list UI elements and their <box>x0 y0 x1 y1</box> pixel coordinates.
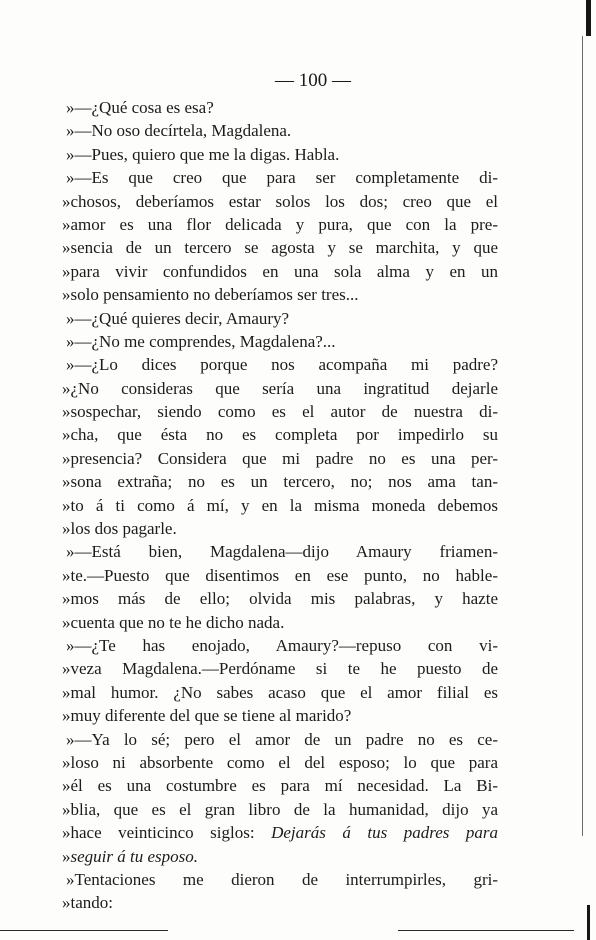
text-line <box>62 845 498 868</box>
scan-edge-mark <box>586 0 591 36</box>
text-line <box>62 751 498 774</box>
italic-text: Dejarás á tus padres para <box>271 823 498 843</box>
text-run: »cuenta que no te he dicho nada. <box>62 612 285 632</box>
text-run: »cha, que ésta no es completa por impedirlo su <box>62 425 498 445</box>
text-line <box>62 704 498 727</box>
text-run: »sospechar, siendo como es el autor de nuestra di- <box>62 402 498 422</box>
text-run: »chosos, deberíamos estar solos los dos; creo que el <box>62 191 498 211</box>
text-run: »te.—Puesto que disentimos en ese punto, no hable- <box>62 565 498 585</box>
text-line <box>62 330 498 353</box>
text-line <box>62 774 498 797</box>
text-run: »—Pues, quiero que me la digas. Habla. <box>66 144 340 164</box>
text-run: »amor es una flor delicada y pura, que con la pre- <box>62 214 498 234</box>
text-line <box>62 119 498 142</box>
text-line <box>62 260 498 283</box>
text-line <box>62 190 498 213</box>
text-run: »—Ya lo sé; pero el amor de un padre no es ce- <box>66 729 498 749</box>
text-run: » <box>62 846 71 866</box>
text-run: »mal humor. ¿No sabes acaso que el amor filial es <box>62 682 498 702</box>
text-line <box>62 634 498 657</box>
text-line <box>62 96 498 119</box>
text-run: »to á ti como á mí, y en la misma moneda debemos <box>62 495 498 515</box>
text-run: »solo pensamiento no deberíamos ser tres... <box>62 285 359 305</box>
text-line <box>62 891 498 914</box>
text-line <box>62 821 498 844</box>
scan-edge-mark <box>587 905 590 940</box>
text-line <box>62 611 498 634</box>
text-run: »mos más de ello; olvida mis palabras, y hazte <box>62 589 498 609</box>
text-run: »muy diferente del que se tiene al marido? <box>62 706 352 726</box>
text-run: »los dos pagarle. <box>62 519 177 539</box>
text-line <box>62 423 498 446</box>
text-run: »sona extraña; no es un tercero, no; nos ama tan- <box>62 472 498 492</box>
text-line <box>62 166 498 189</box>
text-run: »sencia de un tercero se agosta y se marchita, y que <box>62 238 498 258</box>
text-line <box>62 587 498 610</box>
text-run: »—No oso decírtela, Magdalena. <box>66 121 292 141</box>
text-run: »—¿Qué cosa es esa? <box>66 98 214 117</box>
text-run: »tando: <box>62 893 113 913</box>
text-run: »él es una costumbre es para mí necesidad. La Bi- <box>62 776 498 796</box>
page-number: — 100 — <box>275 70 351 91</box>
text-line <box>62 868 498 891</box>
text-run: »para vivir confundidos en una sola alma y en un <box>62 261 498 281</box>
text-line <box>62 728 498 751</box>
scan-rule <box>398 930 574 931</box>
text-line <box>62 447 498 470</box>
text-line <box>62 307 498 330</box>
text-run: »—Está bien, Magdalena—dijo Amaury friamen- <box>66 542 498 562</box>
text-line <box>62 798 498 821</box>
text-line <box>62 143 498 166</box>
body-text <box>62 96 498 915</box>
italic-text: seguir á tu esposo. <box>70 846 198 866</box>
text-run: »veza Magdalena.—Perdóname si te he puesto de <box>62 659 498 679</box>
text-line <box>62 400 498 423</box>
text-run: »¿No consideras que sería una ingratitud dejarle <box>62 378 498 398</box>
text-line <box>62 470 498 493</box>
text-run: »loso ni absorbente como el del esposo; lo que para <box>62 752 498 772</box>
text-run: »—Es que creo que para ser completamente di- <box>66 168 498 188</box>
text-line <box>62 517 498 540</box>
text-line <box>62 283 498 306</box>
text-line <box>62 377 498 400</box>
text-line <box>62 213 498 236</box>
text-line <box>62 540 498 563</box>
text-run: »—¿Te has enojado, Amaury?—repuso con vi- <box>66 635 498 655</box>
scan-edge-line <box>582 36 583 836</box>
text-run: »—¿Lo dices porque nos acompaña mi padre? <box>66 355 498 375</box>
text-line <box>62 353 498 376</box>
text-line <box>62 564 498 587</box>
text-run: »—¿No me comprendes, Magdalena?... <box>66 331 336 351</box>
scan-rule <box>0 930 168 931</box>
text-line <box>62 236 498 259</box>
text-line <box>62 657 498 680</box>
text-run: »—¿Qué quieres decir, Amaury? <box>66 308 290 328</box>
text-run: »blia, que es el gran libro de la humanidad, dijo ya <box>62 799 498 819</box>
text-run: »presencia? Considera que mi padre no es una per- <box>62 448 498 468</box>
text-run: »hace veinticinco siglos: <box>62 823 272 843</box>
text-line <box>62 681 498 704</box>
text-line <box>62 494 498 517</box>
text-run: »Tentaciones me dieron de interrumpirles, gri- <box>66 869 498 889</box>
